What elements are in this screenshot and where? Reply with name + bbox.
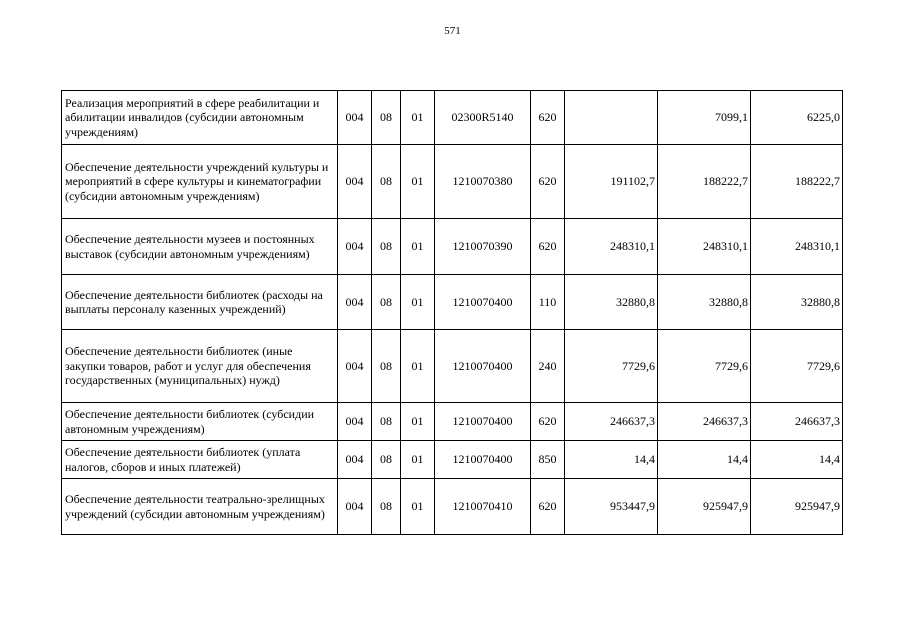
amount-3: 248310,1 (751, 219, 843, 275)
expense-type-code: 620 (531, 479, 565, 535)
target-code: 1210070400 (435, 275, 531, 330)
amount-2: 14,4 (658, 441, 751, 479)
ministry-code: 004 (338, 145, 372, 219)
ministry-code: 004 (338, 91, 372, 145)
amount-1: 953447,9 (565, 479, 658, 535)
ministry-code: 004 (338, 479, 372, 535)
section-code: 08 (372, 441, 401, 479)
row-description: Обеспечение деятельности библиотек (иные закупки товаров, работ и услуг для обеспечения государственных (муниципальных) нужд) (62, 330, 338, 403)
table-row (62, 441, 843, 479)
amount-2: 7099,1 (658, 91, 751, 145)
section-code: 08 (372, 145, 401, 219)
target-code: 1210070410 (435, 479, 531, 535)
section-code: 08 (372, 330, 401, 403)
expense-type-code: 110 (531, 275, 565, 330)
target-code: 1210070400 (435, 441, 531, 479)
amount-3: 6225,0 (751, 91, 843, 145)
ministry-code: 004 (338, 403, 372, 441)
target-code: 1210070380 (435, 145, 531, 219)
row-description: Реализация мероприятий в сфере реабилитации и абилитации инвалидов (субсидии автономным учреждениям) (62, 91, 338, 145)
target-code: 1210070390 (435, 219, 531, 275)
subsection-code: 01 (401, 441, 435, 479)
amount-1: 191102,7 (565, 145, 658, 219)
row-description: Обеспечение деятельности библиотек (уплата налогов, сборов и иных платежей) (62, 441, 338, 479)
expense-type-code: 850 (531, 441, 565, 479)
table-row (62, 330, 843, 403)
section-code: 08 (372, 219, 401, 275)
row-description: Обеспечение деятельности библиотек (расходы на выплаты персоналу казенных учреждений) (62, 275, 338, 330)
ministry-code: 004 (338, 219, 372, 275)
target-code: 1210070400 (435, 403, 531, 441)
subsection-code: 01 (401, 91, 435, 145)
amount-1: 248310,1 (565, 219, 658, 275)
subsection-code: 01 (401, 403, 435, 441)
table-row (62, 91, 843, 145)
table-row (62, 403, 843, 441)
expense-type-code: 620 (531, 91, 565, 145)
subsection-code: 01 (401, 479, 435, 535)
amount-1: 246637,3 (565, 403, 658, 441)
row-description: Обеспечение деятельности музеев и постоянных выставок (субсидии автономным учреждениям) (62, 219, 338, 275)
ministry-code: 004 (338, 441, 372, 479)
table-row (62, 219, 843, 275)
amount-3: 7729,6 (751, 330, 843, 403)
amount-3: 925947,9 (751, 479, 843, 535)
row-description: Обеспечение деятельности библиотек (субсидии автономным учреждениям) (62, 403, 338, 441)
amount-1: 32880,8 (565, 275, 658, 330)
expense-type-code: 620 (531, 219, 565, 275)
subsection-code: 01 (401, 330, 435, 403)
table-body (62, 91, 843, 535)
subsection-code: 01 (401, 145, 435, 219)
expense-type-code: 240 (531, 330, 565, 403)
amount-2: 7729,6 (658, 330, 751, 403)
expense-type-code: 620 (531, 403, 565, 441)
amount-1: 14,4 (565, 441, 658, 479)
target-code: 1210070400 (435, 330, 531, 403)
table-row (62, 479, 843, 535)
section-code: 08 (372, 403, 401, 441)
table-row (62, 275, 843, 330)
expense-type-code: 620 (531, 145, 565, 219)
subsection-code: 01 (401, 275, 435, 330)
section-code: 08 (372, 91, 401, 145)
target-code: 02300R5140 (435, 91, 531, 145)
amount-2: 246637,3 (658, 403, 751, 441)
section-code: 08 (372, 275, 401, 330)
amount-2: 248310,1 (658, 219, 751, 275)
row-description: Обеспечение деятельности учреждений культуры и мероприятий в сфере культуры и кинематографии (субсидии автономным учреждениям) (62, 145, 338, 219)
amount-3: 14,4 (751, 441, 843, 479)
amount-3: 188222,7 (751, 145, 843, 219)
amount-1: 7729,6 (565, 330, 658, 403)
amount-1 (565, 91, 658, 145)
budget-table (61, 90, 843, 535)
amount-3: 32880,8 (751, 275, 843, 330)
amount-3: 246637,3 (751, 403, 843, 441)
page-number: 571 (444, 25, 461, 37)
table-row (62, 145, 843, 219)
row-description: Обеспечение деятельности театрально-зрелищных учреждений (субсидии автономным учреждениям) (62, 479, 338, 535)
ministry-code: 004 (338, 330, 372, 403)
section-code: 08 (372, 479, 401, 535)
ministry-code: 004 (338, 275, 372, 330)
amount-2: 188222,7 (658, 145, 751, 219)
amount-2: 32880,8 (658, 275, 751, 330)
amount-2: 925947,9 (658, 479, 751, 535)
subsection-code: 01 (401, 219, 435, 275)
